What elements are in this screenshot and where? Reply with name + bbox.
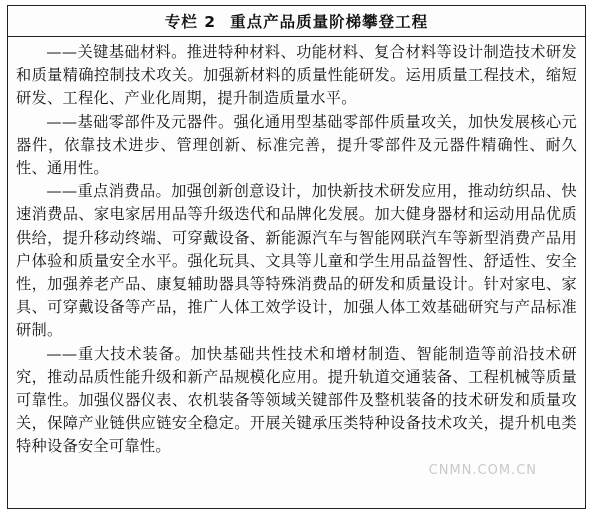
paragraph-major-equipment: ——重大技术装备。加快基础共性技术和增材制造、智能制造等前沿技术研究，推动品质性能升级和新产品规模化应用。提升轨道交通装备、工程机械等质量可靠性。加强仪器仪表、农机装备等领域关键部件及整机装备的技术研发和质量攻关，保障产业链供应链安全稳定。开展关键承压类特种设备技术攻关，提升机电类特种设备安全可靠性。 <box>16 344 577 456</box>
paragraph-consumer-goods: ——重点消费品。加强创新创意设计，加快新技术研发应用，推动纺织品、快速消费品、家电家居用品等升级迭代和品牌化发展。加大健身器材和运动用品优质供给，提升移动终端、可穿戴设备、新能源汽车与智能网联汽车等新型消费产品用户体验和质量安全水平。强化玩具、文具等儿童和学生用品益智性、舒适性、安全性，加强养老产品、康复辅助器具等特殊消费品的研发和质量设计。针对家电、家具、可穿戴设备等产品，推广人体工效学设计，加强人体工效基础研究与产品标准研制。 <box>16 182 577 340</box>
paragraph-key-materials: ——关键基础材料。推进特种材料、功能材料、复合材料等设计制造技术研发和质量精确控制技术攻关。加强新材料的质量性能研发。运用质量工程技术，缩短研发、工程化、产业化周期，提升制造质量水平。 <box>16 43 577 108</box>
column-label: 专栏 2 <box>164 13 217 31</box>
box-title-bar <box>8 6 585 37</box>
box-content <box>8 37 585 459</box>
box-title: 重点产品质量阶梯攀登工程 <box>230 13 429 31</box>
column-box <box>7 5 586 509</box>
watermark: CNMN.COM.CN <box>428 463 537 478</box>
paragraph-components: ——基础零部件及元器件。强化通用型基础零部件质量攻关，加快发展核心元器件，依靠技术进步、管理创新、标准完善，提升零部件及元器件精确性、耐久性、通用性。 <box>16 112 577 178</box>
